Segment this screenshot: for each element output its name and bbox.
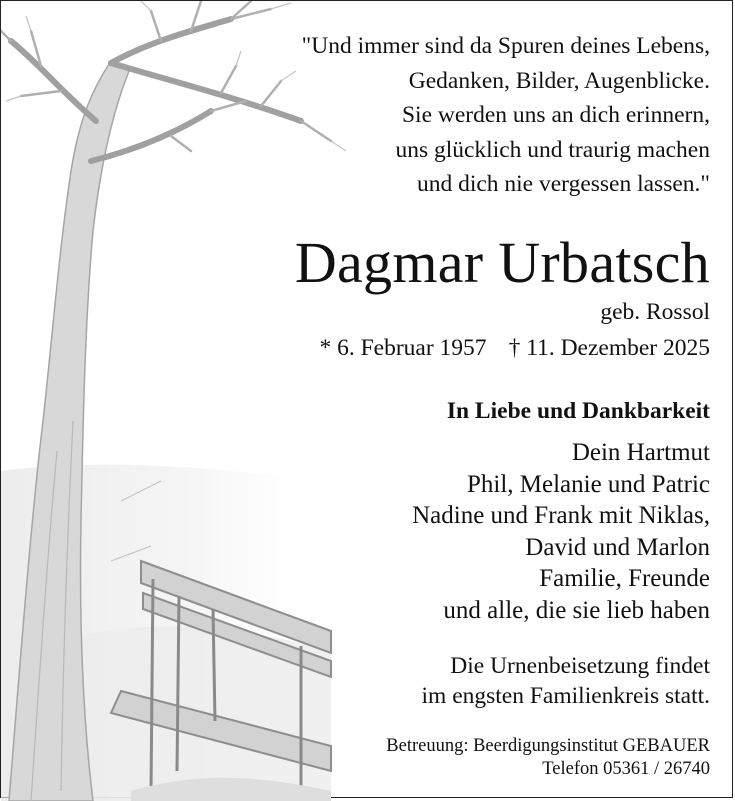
- undertaker-info: [386, 735, 710, 781]
- birth-date: * 6. Februar 1957: [319, 335, 487, 361]
- burial-notice: [422, 651, 710, 711]
- mourners-heading: In Liebe und Dankbarkeit: [446, 398, 710, 424]
- life-dates: [319, 332, 710, 364]
- mourner-line: Dein Hartmut: [571, 439, 710, 466]
- birth-name: geb. Rossol: [600, 299, 710, 325]
- notice-line: Die Urnenbeisetzung findet: [450, 653, 710, 679]
- quote-line: uns glücklich und traurig machen: [395, 136, 710, 163]
- notice-line: im engsten Familienkreis statt.: [421, 683, 710, 709]
- mourners-list: [412, 437, 710, 626]
- deceased-name: Dagmar Urbatsch: [294, 230, 710, 295]
- mourner-line: David und Marlon: [525, 533, 710, 561]
- undertaker-phone: Telefon 05361 / 26740: [542, 759, 710, 779]
- mourner-line: Nadine und Frank mit Niklas,: [412, 502, 710, 529]
- memorial-quote: [302, 29, 710, 202]
- quote-line: Sie werden uns an dich erinnern,: [401, 102, 710, 128]
- quote-line: Gedanken, Bilder, Augenblicke.: [408, 67, 710, 94]
- mourner-line: Familie, Freunde: [539, 565, 710, 592]
- quote-line: "Und immer sind da Spuren deines Lebens,: [301, 33, 710, 59]
- mourner-line: und alle, die sie lieb haben: [443, 596, 710, 624]
- undertaker-name: Betreuung: Beerdigungsinstitut GEBAUER: [386, 736, 710, 756]
- death-date: † 11. Dezember 2025: [508, 335, 710, 361]
- mourner-line: Phil, Melanie und Patric: [466, 470, 710, 498]
- quote-line: und dich nie vergessen lassen.": [416, 171, 710, 197]
